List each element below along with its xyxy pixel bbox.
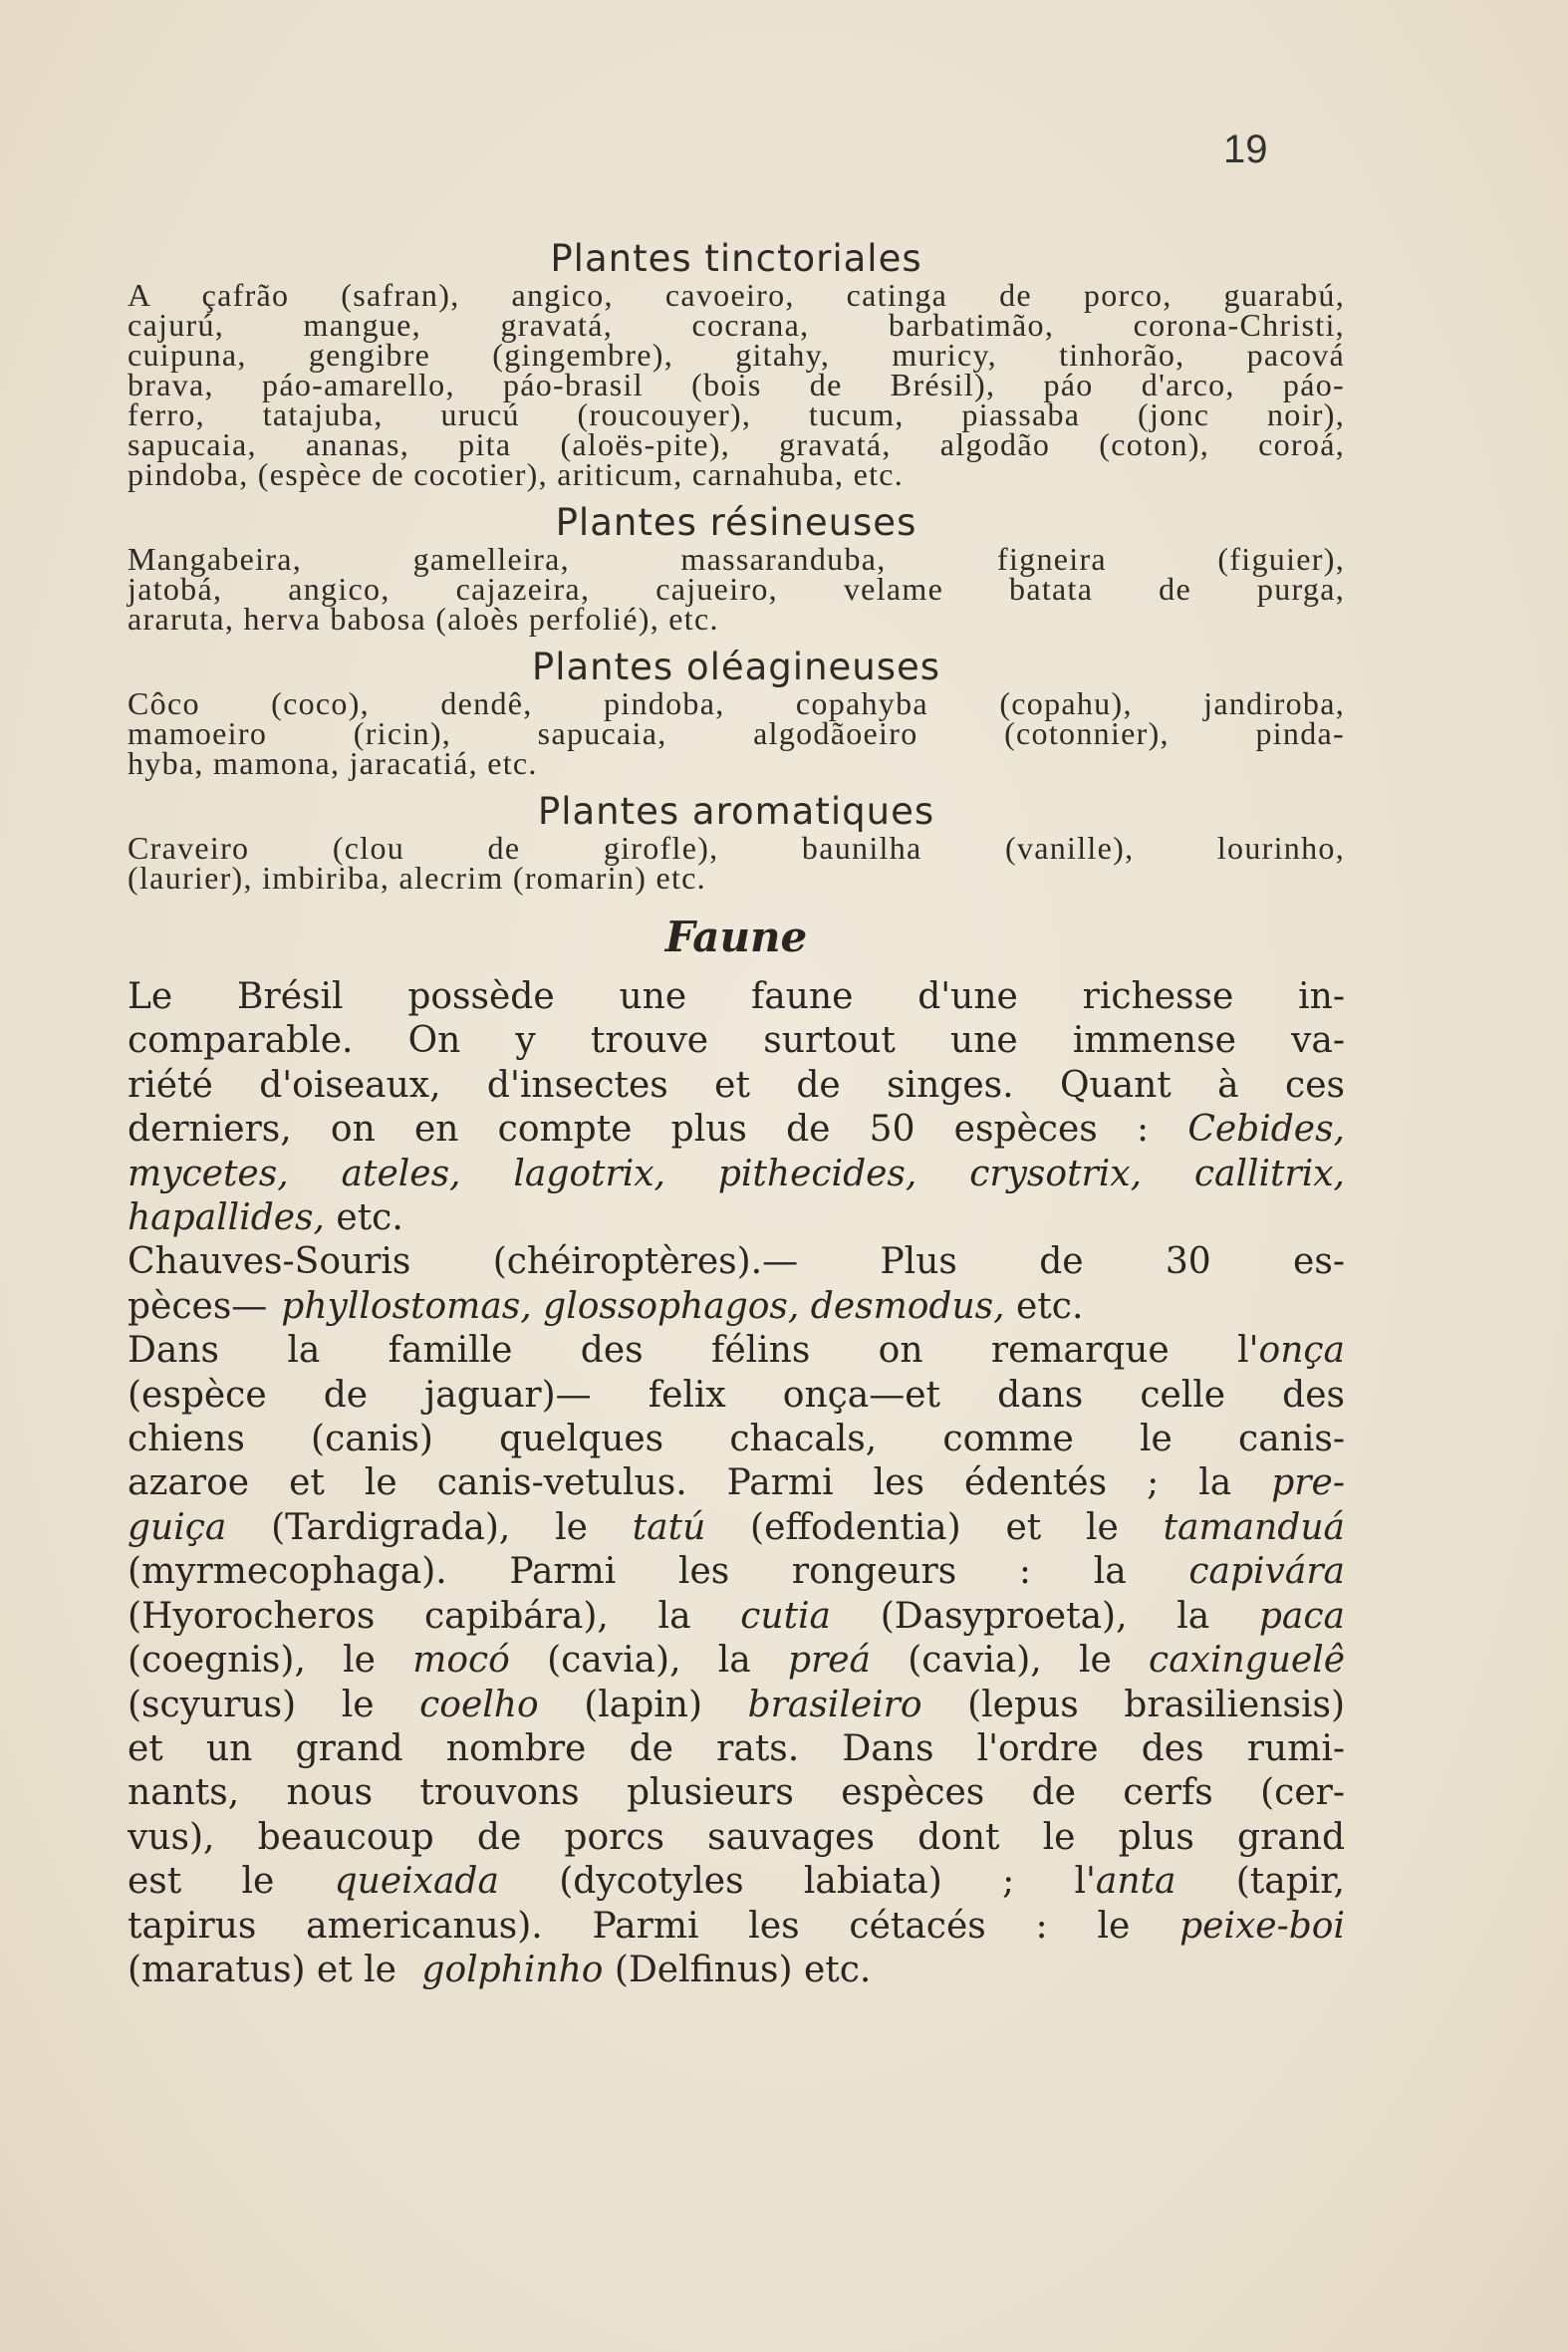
section-text-line: hyba, mamona, jaracatiá, etc. [128, 745, 538, 781]
faune-text-line [128, 1727, 1345, 1771]
text-run: etc. [324, 1197, 403, 1239]
page-number: 19 [1223, 128, 1268, 171]
section-text-line: Mangabeira, gamelleira, massaranduba, figneira (figuier), [128, 541, 1345, 577]
text-run: Dans la famille des félins on remarque l' [128, 1330, 1259, 1372]
text-run: derniers, on en compte plus de 50 espèces : [128, 1109, 1188, 1151]
section-text-line: jatobá, angico, cajazeira, cajueiro, velame batata de purga, [128, 571, 1345, 607]
text-run: est le [128, 1861, 335, 1903]
section-text-line: Craveiro (clou de girofle), baunilha (vanille), lourinho, [128, 830, 1345, 866]
italic-term: cutia [740, 1595, 832, 1637]
italic-term: phyllostomas, glossophagos, desmodus, [281, 1285, 1005, 1327]
text-run: nants, nous trouvons plusieurs espèces de cerfs (cer- [128, 1772, 1345, 1814]
text-run: tapirus americanus). Parmi les cétacés : le [128, 1905, 1180, 1947]
faune-heading: Faune [664, 913, 808, 961]
italic-term: Cebides, [1187, 1109, 1345, 1151]
section-heading: Plantes résineuses [555, 501, 917, 544]
text-run: (effodentia) et le [705, 1506, 1164, 1548]
text-run: chiens (canis) quelques chacals, comme le canis- [128, 1419, 1345, 1460]
faune-text-line [128, 1905, 1345, 1949]
faune-text-line [128, 1860, 1345, 1904]
section-text-line: cajurú, mangue, gravatá, cocrana, barbatimão, corona-Christi, [128, 307, 1345, 343]
faune-text-line [128, 1639, 1345, 1683]
section-text-line: (laurier), imbiriba, alecrim (romarin) etc. [128, 860, 706, 896]
italic-term: capivára [1188, 1551, 1345, 1593]
italic-term: coelho [419, 1684, 539, 1725]
faune-text-line [128, 1196, 1345, 1240]
faune-text-line [128, 1108, 1345, 1152]
section-heading: Plantes tinctoriales [550, 237, 922, 280]
italic-term: guiça [128, 1506, 227, 1548]
italic-term: caxinguelê [1149, 1640, 1346, 1682]
text-run: comparable. On y trouve surtout une immense va- [128, 1020, 1345, 1062]
italic-term: anta [1095, 1861, 1176, 1903]
faune-text-line [128, 1949, 1345, 1992]
text-run: (Tardigrada), le [226, 1506, 633, 1548]
italic-term: tatú [632, 1506, 706, 1548]
plant-section [128, 646, 1345, 781]
italic-term: mycetes, ateles, lagotrix, pithecides, crysotrix, callitrix, [128, 1153, 1345, 1194]
text-run: (cavia), la [509, 1640, 788, 1682]
section-heading: Plantes aromatiques [537, 790, 935, 833]
faune-text-line [128, 975, 1345, 1019]
section-text-line: sapucaia, ananas, pita (aloës-pite), gravatá, algodão (coton), coroá, [128, 426, 1345, 462]
text-run: et un grand nombre de rats. Dans l'ordre des rumi- [128, 1727, 1345, 1769]
text-run: riété d'oiseaux, d'insectes et de singes. Quant à ces [128, 1064, 1345, 1106]
section-text-line: brava, páo-amarello, páo-brasil (bois de Brésil), páo d'arco, páo- [128, 367, 1345, 402]
text-run: etc. [1004, 1285, 1084, 1327]
italic-term: queixada [334, 1861, 499, 1903]
faune-text-line [128, 1153, 1345, 1196]
text-run: (Delfinus) etc. [603, 1949, 872, 1990]
italic-term: paca [1258, 1595, 1345, 1637]
faune-text-line [128, 1329, 1345, 1373]
plant-section [128, 501, 1345, 637]
section-heading: Plantes oléagineuses [531, 646, 941, 688]
text-run: (Hyorocheros capibára), la [128, 1595, 741, 1637]
italic-term: tamanduá [1163, 1506, 1345, 1548]
faune-text-line [128, 1506, 1345, 1550]
italic-term: onça [1258, 1330, 1345, 1372]
text-run: pèces— [128, 1285, 268, 1327]
text-run: (cavia), le [871, 1640, 1150, 1682]
faune-text-line [128, 1064, 1345, 1108]
faune-text-line [128, 1374, 1345, 1418]
faune-text-line [128, 1771, 1345, 1815]
text-run: (espèce de jaguar)— felix onça—et dans celle des [128, 1374, 1345, 1416]
section-text-line: mamoeiro (ricin), sapucaia, algodãoeiro (cotonnier), pinda- [128, 715, 1345, 751]
faune-text-line [128, 1595, 1345, 1639]
text-run: (Dasyproeta), la [831, 1595, 1259, 1637]
faune-text-line [128, 1240, 1345, 1284]
text-run: (scyurus) le [128, 1684, 420, 1725]
section-text-line: araruta, herva babosa (aloès perfolié), etc. [128, 601, 719, 637]
page-content [128, 237, 1345, 1992]
faune-text-line [128, 1816, 1345, 1860]
italic-term: golphinho [421, 1949, 604, 1990]
section-text-line: cuipuna, gengibre (gingembre), gitahy, muricy, tinhorão, pacová [128, 337, 1345, 373]
text-run: (coegnis), le [128, 1640, 413, 1682]
faune-text-line [128, 1418, 1345, 1461]
text-run: azaroe et le canis-vetulus. Parmi les édentés ; la [128, 1462, 1272, 1504]
italic-term: peixe-boi [1179, 1905, 1345, 1947]
section-text-line: A çafrão (safran), angico, cavoeiro, catinga de porco, guarabú, [128, 277, 1345, 313]
text-run: (lapin) [538, 1684, 748, 1725]
faune-text-line [128, 1019, 1345, 1063]
faune-text-line [128, 1461, 1345, 1505]
text-run: (maratus) et le [128, 1949, 408, 1990]
italic-term: pre- [1271, 1462, 1345, 1504]
italic-term: brasileiro [747, 1684, 922, 1725]
faune-text-line [128, 1684, 1345, 1727]
faune-paragraphs [128, 975, 1345, 1992]
section-text-line: Côco (coco), dendê, pindoba, copahyba (copahu), jandiroba, [128, 685, 1345, 721]
faune-text-line [128, 1550, 1345, 1594]
text-run: (tapir, [1176, 1861, 1345, 1903]
text-run: Le Brésil possède une faune d'une richesse in- [128, 976, 1345, 1017]
text-run: (myrmecophaga). Parmi les rongeurs : la [128, 1551, 1189, 1593]
text-run: (lepus brasiliensis) [921, 1684, 1345, 1725]
section-text-line: ferro, tatajuba, urucú (roucouyer), tucum, piassaba (jonc noir), [128, 396, 1345, 432]
plant-section [128, 237, 1345, 492]
faune-text-line [128, 1285, 1345, 1329]
italic-term: preá [788, 1640, 872, 1682]
section-text-line: pindoba, (espèce de cocotier), ariticum, carnahuba, etc. [128, 456, 905, 492]
italic-term: hapallides, [128, 1197, 325, 1239]
text-run: (dycotyles labiata) ; l' [498, 1861, 1096, 1903]
italic-term: mocó [412, 1640, 510, 1682]
plant-sections [128, 237, 1345, 896]
plant-section [128, 790, 1345, 896]
text-run: vus), beaucoup de porcs sauvages dont le plus grand [128, 1816, 1345, 1858]
text-run: Chauves-Souris (chéiroptères).— Plus de 30 es- [128, 1241, 1345, 1283]
